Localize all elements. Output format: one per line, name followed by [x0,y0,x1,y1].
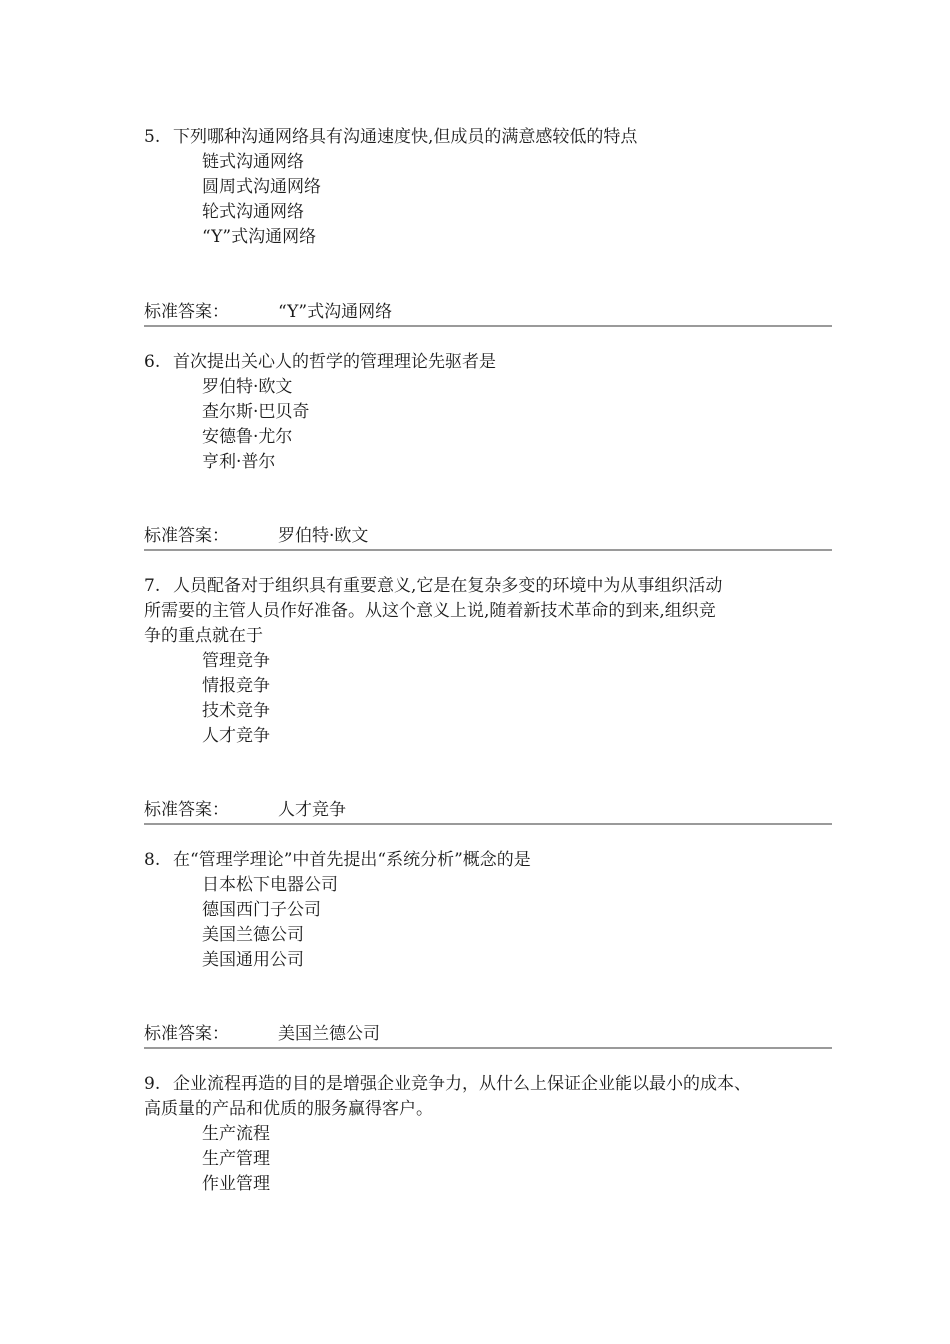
question-text: 下列哪种沟通网络具有沟通速度快,但成员的满意感较低的特点 [173,127,638,147]
question-stem [144,574,834,649]
question-stem [144,350,834,375]
option-c: 安德鲁·尤尔 [202,427,293,447]
question-stem [144,1072,834,1122]
option-b: 德国西门子公司 [202,900,321,920]
question-number: 9. [144,1074,161,1094]
answer-row-7 [144,798,832,825]
question-number: 5. [144,127,161,147]
option-d: “Y”式沟通网络 [202,227,317,247]
option-b: 圆周式沟通网络 [202,177,321,197]
question-5 [144,125,834,250]
question-text-line-1: 人员配备对于组织具有重要意义,它是在复杂多变的环境中为从事组织活动 [173,576,723,596]
question-text-line-1: 企业流程再造的目的是增强企业竞争力，从什么上保证企业能以最小的成本、 [173,1074,751,1094]
option-list [144,649,834,749]
option-list [144,375,834,475]
option-a: 日本松下电器公司 [202,875,338,895]
option-list [144,873,834,973]
option-c: 作业管理 [202,1174,270,1194]
option-list [144,150,834,250]
answer-row-6 [144,524,832,551]
answer-label: 标准答案： [144,302,229,322]
answer-row-5 [144,300,832,327]
option-d: 人才竞争 [202,726,270,746]
answer-value: 美国兰德公司 [278,1024,380,1044]
option-c: 技术竞争 [202,701,270,721]
question-text-line-3: 争的重点就在于 [144,626,263,646]
option-b: 情报竞争 [202,676,270,696]
question-6 [144,350,834,475]
option-d: 美国通用公司 [202,950,304,970]
answer-label: 标准答案： [144,1024,229,1044]
answer-value: 罗伯特·欧文 [278,526,369,546]
option-list [144,1122,834,1197]
question-number: 8. [144,850,161,870]
question-stem [144,125,834,150]
option-a: 罗伯特·欧文 [202,377,293,397]
option-a: 管理竞争 [202,651,270,671]
answer-value: 人才竞争 [278,800,346,820]
answer-label: 标准答案： [144,526,229,546]
option-d: 亨利·普尔 [202,452,276,472]
question-text: 在“管理学理论”中首先提出“系统分析”概念的是 [173,850,531,870]
question-stem [144,848,834,873]
question-9 [144,1072,834,1197]
answer-value: “Y”式沟通网络 [278,302,393,322]
question-text: 首次提出关心人的哲学的管理理论先驱者是 [173,352,496,372]
option-a: 链式沟通网络 [202,152,304,172]
question-number: 6. [144,352,161,372]
question-number: 7. [144,576,161,596]
option-a: 生产流程 [202,1124,270,1144]
question-text-line-2: 高质量的产品和优质的服务赢得客户。 [144,1099,433,1119]
answer-row-8 [144,1022,832,1049]
answer-label: 标准答案： [144,800,229,820]
question-8 [144,848,834,973]
question-7 [144,574,834,749]
option-c: 美国兰德公司 [202,925,304,945]
question-text-line-2: 所需要的主管人员作好准备。从这个意义上说,随着新技术革命的到来,组织竞 [144,601,716,621]
option-b: 查尔斯·巴贝奇 [202,402,310,422]
option-b: 生产管理 [202,1149,270,1169]
option-c: 轮式沟通网络 [202,202,304,222]
